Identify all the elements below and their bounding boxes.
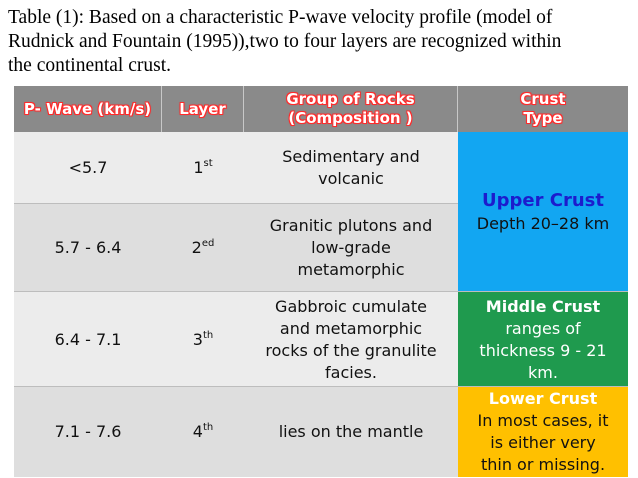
- header-rocks-label-1: Group of Rocks: [286, 90, 415, 108]
- row-4-pwave: [14, 387, 162, 477]
- middle-crust-title: Middle Crust: [485, 296, 601, 316]
- caption-line-1: Table (1): Based on a characteristic P-wave velocity profile (model of: [8, 7, 553, 28]
- row-4-pwave-value: 7.1 - 7.6: [54, 422, 122, 441]
- row-3-pwave-value: 6.4 - 7.1: [54, 329, 122, 349]
- row-1-pwave: [14, 132, 162, 204]
- upper-crust-detail: Depth 20–28 km: [476, 214, 610, 233]
- upper-crust-cell: [458, 132, 628, 292]
- row-1-rocks-line: Sedimentary and: [282, 147, 420, 166]
- row-divider: [14, 291, 628, 292]
- row-4-layer-value: 4th: [192, 422, 214, 441]
- row-4-rocks-line: lies on the mantle: [278, 422, 424, 441]
- header-pwave-label: P- Wave (km/s): [23, 99, 152, 118]
- lower-crust-cell: [458, 387, 628, 477]
- row-1-layer-value: 1st: [193, 158, 213, 177]
- row-1-rocks-line: volcanic: [318, 169, 384, 188]
- row-2-layer: [162, 204, 244, 292]
- row-1-pwave-value: <5.7: [68, 158, 108, 177]
- middle-crust-detail-line: km.: [528, 362, 558, 382]
- caption-line-2: Rudnick and Fountain (1995)),two to four layers are recognized within: [8, 31, 562, 52]
- row-3-rocks-line: rocks of the granulite: [265, 340, 437, 360]
- header-layer: [162, 86, 244, 132]
- row-3-rocks-line: and metamorphic: [279, 318, 423, 338]
- row-3-layer: [162, 292, 244, 387]
- row-3-pwave: [14, 292, 162, 387]
- row-2-pwave: [14, 204, 162, 292]
- row-divider: [14, 386, 628, 387]
- header-crust-label-2: Type: [523, 109, 563, 127]
- header-layer-label: Layer: [179, 99, 226, 118]
- crust-layers-table: [14, 86, 628, 477]
- header-crust: [458, 86, 628, 132]
- lower-crust-title: Lower Crust: [488, 389, 598, 408]
- table-caption: [8, 6, 632, 78]
- row-2-rocks-line: low-grade: [311, 238, 391, 257]
- middle-crust-detail-line: ranges of: [505, 318, 581, 338]
- lower-crust-detail-line: is either very: [490, 433, 596, 452]
- caption-line-3: the continental crust.: [8, 55, 171, 76]
- row-1-rocks: [244, 132, 458, 204]
- row-2-rocks-line: Granitic plutons and: [269, 216, 433, 235]
- upper-crust-title: Upper Crust: [482, 190, 604, 211]
- header-pwave: [14, 86, 162, 132]
- row-1-layer: [162, 132, 244, 204]
- header-crust-label-1: Crust: [520, 90, 566, 108]
- row-2-layer-value: $2^{ed}$: [191, 238, 215, 257]
- row-2-rocks-line: metamorphic: [297, 260, 405, 279]
- row-2-rocks: [244, 204, 458, 292]
- middle-crust-cell: [458, 292, 628, 387]
- row-3-rocks: [244, 292, 458, 387]
- row-divider: [14, 203, 458, 204]
- row-4-layer: [162, 387, 244, 477]
- header-rocks: [244, 86, 458, 132]
- row-3-layer-value: 3th: [192, 329, 214, 349]
- row-4-rocks: [244, 387, 458, 477]
- row-2-pwave-value: 5.7 - 6.4: [54, 238, 122, 257]
- lower-crust-detail-line: In most cases, it: [477, 411, 609, 430]
- row-3-rocks-line: facies.: [325, 362, 377, 382]
- middle-crust-detail-line: thickness 9 - 21: [479, 340, 607, 360]
- lower-crust-detail-line: thin or missing.: [480, 455, 606, 474]
- header-rocks-label-2: (Composition ): [288, 109, 413, 127]
- row-3-rocks-line: Gabbroic cumulate: [275, 296, 427, 316]
